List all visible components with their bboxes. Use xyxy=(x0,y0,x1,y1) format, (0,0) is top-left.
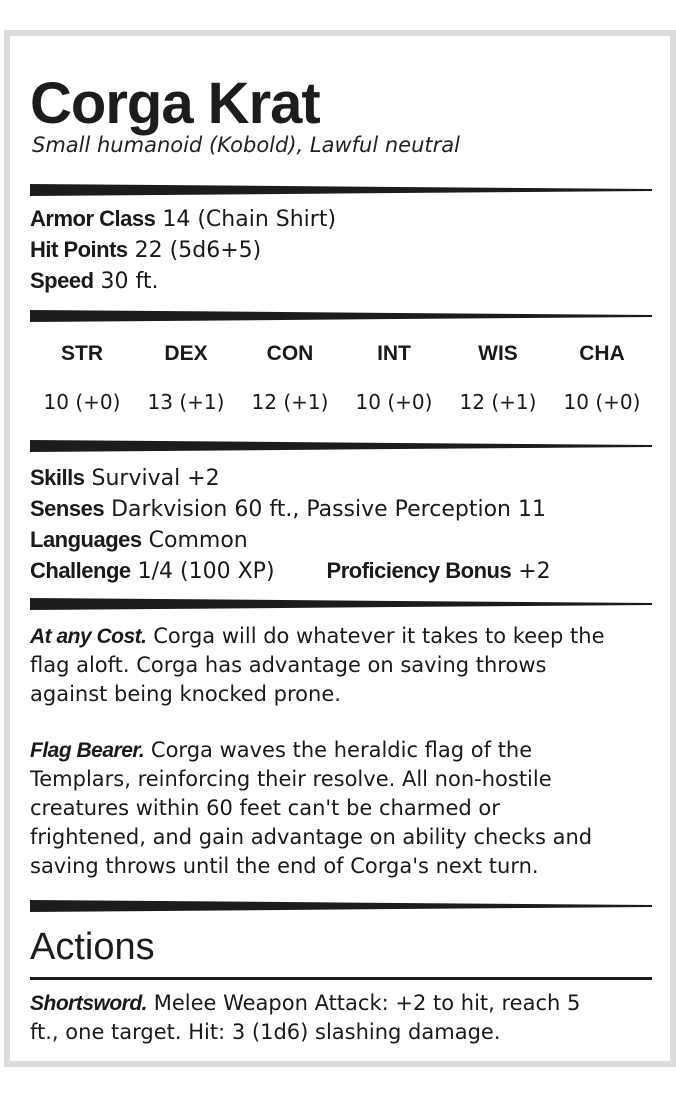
ability-name-cha: CHA xyxy=(579,342,625,365)
speed-row xyxy=(30,266,652,297)
proficiency-label: Proficiency Bonus xyxy=(326,558,512,583)
challenge-row xyxy=(30,556,652,587)
trait-at-any-cost xyxy=(30,622,652,709)
section-divider xyxy=(30,184,652,196)
section-divider xyxy=(30,440,652,452)
ability-score-str: 10 (+0) xyxy=(43,390,121,414)
trait-text: Corga will do whatever it takes to keep the xyxy=(153,624,605,648)
action-line xyxy=(30,989,652,1018)
languages-label: Languages xyxy=(30,527,142,552)
monster-name: Corga Krat xyxy=(30,71,320,136)
section-divider xyxy=(30,310,652,322)
defense-block xyxy=(30,204,652,297)
trait-line: creatures within 60 feet can't be charmed or xyxy=(30,796,500,820)
details-block xyxy=(30,463,652,587)
proficiency-value: +2 xyxy=(518,559,551,584)
ability-score-int: 10 (+0) xyxy=(355,390,433,414)
action-title: Shortsword. xyxy=(30,992,148,1015)
languages-value: Common xyxy=(148,528,248,553)
armor-class-label: Armor Class xyxy=(30,206,156,231)
ability-name-con: CON xyxy=(266,342,314,365)
trait-flag-bearer xyxy=(30,736,652,881)
trait-title: Flag Bearer. xyxy=(30,739,145,762)
challenge-label: Challenge xyxy=(30,558,131,583)
languages-row xyxy=(30,525,652,556)
stat-block-card xyxy=(4,30,676,1067)
senses-row xyxy=(30,494,652,525)
trait-line: flag aloft. Corga has advantage on saving throws xyxy=(30,653,547,677)
trait-line xyxy=(30,622,652,651)
hit-points-value: 22 (5d6+5) xyxy=(134,238,262,263)
actions-heading: Actions xyxy=(30,926,155,968)
skills-label: Skills xyxy=(30,465,85,490)
challenge-value: 1/4 (100 XP) xyxy=(137,559,275,584)
senses-value: Darkvision 60 ft., Passive Perception 11 xyxy=(111,497,546,522)
skills-row xyxy=(30,463,652,494)
ability-score-con: 12 (+1) xyxy=(251,390,329,414)
speed-label: Speed xyxy=(30,268,94,293)
trait-line: frightened, and gain advantage on ability checks and xyxy=(30,825,593,849)
ability-name-wis: WIS xyxy=(478,342,518,365)
speed-value: 30 ft. xyxy=(100,269,159,294)
section-divider xyxy=(30,900,652,912)
ability-score-wis: 12 (+1) xyxy=(459,390,537,414)
skills-value: Survival +2 xyxy=(91,466,220,491)
hit-points-row xyxy=(30,235,652,266)
hit-points-label: Hit Points xyxy=(30,237,128,262)
ability-score-cha: 10 (+0) xyxy=(563,390,641,414)
action-text: Melee Weapon Attack: +2 to hit, reach 5 xyxy=(153,991,581,1015)
armor-class-row xyxy=(30,204,652,235)
ability-score-dex: 13 (+1) xyxy=(147,390,225,414)
senses-label: Senses xyxy=(30,496,105,521)
ability-name-str: STR xyxy=(61,342,103,365)
ability-name-int: INT xyxy=(377,342,411,365)
ability-name-dex: DEX xyxy=(164,342,208,365)
trait-text: Corga waves the heraldic flag of the xyxy=(150,738,533,762)
trait-title: At any Cost. xyxy=(30,625,147,648)
trait-line: against being knocked prone. xyxy=(30,682,341,706)
action-shortsword xyxy=(30,989,652,1047)
armor-class-value: 14 (Chain Shirt) xyxy=(162,207,337,232)
actions-rule xyxy=(30,977,652,980)
trait-line xyxy=(30,736,652,765)
trait-line: Templars, reinforcing their resolve. All non-hostile xyxy=(30,767,552,791)
monster-type-line: Small humanoid (Kobold), Lawful neutral xyxy=(32,133,460,157)
action-line: ft., one target. Hit: 3 (1d6) slashing damage. xyxy=(30,1020,501,1044)
trait-line: saving throws until the end of Corga's next turn. xyxy=(30,854,539,878)
section-divider xyxy=(30,598,652,610)
